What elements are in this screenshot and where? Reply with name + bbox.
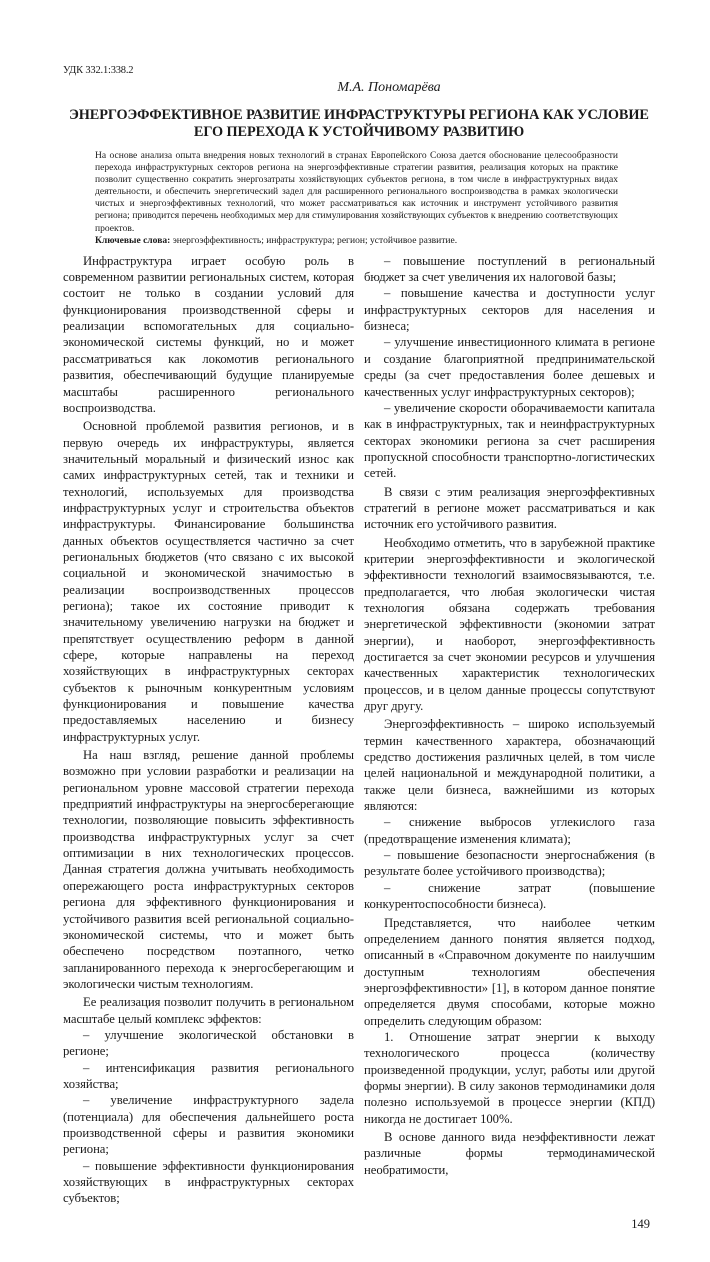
paragraph: В основе данного вида неэффективности лежат различные формы термодинамической необратимости,: [364, 1129, 655, 1177]
right-column: [364, 253, 655, 1207]
list-item: – снижение выбросов углекислого газа (предотвращение изменения климата);: [364, 815, 655, 846]
list-item: – увеличение скорости оборачиваемости капитала как в инфраструктурных, так и неинфраструктурных секторах экономики региона за счет расширения пропускной способности транспортно-логистических сетей.: [364, 400, 655, 481]
page-number: 149: [631, 1216, 650, 1231]
abstract: [95, 150, 618, 247]
udk-code: УДК 332.1:338.2: [63, 65, 134, 76]
paragraph: Ее реализация позволит получить в региональном масштабе целый комплекс эффектов:: [63, 995, 354, 1026]
author-name: М.А. Пономарёва: [337, 80, 441, 95]
list-item: – снижение затрат (повышение конкурентоспособности бизнеса).: [364, 880, 655, 912]
keywords-label: Ключевые слова:: [95, 234, 171, 246]
list-item: – повышение качества и доступности услуг инфраструктурных секторов для населения и бизнеса;: [364, 286, 655, 334]
title-line-2: ЕГО ПЕРЕХОДА К УСТОЙЧИВОМУ РАЗВИТИЮ: [193, 124, 525, 140]
keywords-list: энергоэффективность; инфраструктура; регион; устойчивое развитие.: [172, 234, 458, 246]
paragraph: Необходимо отметить, что в зарубежной практике критерии энергоэффективности и экологической эффективности технологий взаимосвязываются, т.е. предполагается, что любая экологически чистая технология обязана содержать требования энергетической эффективности (экономии затрат энергии), и наоборот, энергоэффективность достигается за счет экономии ресурсов и улучшения качественных характеристик технологических процессов, и в целом данные процессы сопутствуют друг другу.: [364, 535, 655, 714]
list-item: – улучшение инвестиционного климата в регионе и создание благоприятной предпринимательской среды (за счет предоставления более дешевых и качественных услуг инфраструктурных секторов);: [364, 335, 655, 399]
list-item: – повышение эффективности функционирования хозяйствующих в инфраструктурных секторах субъектов;: [63, 1158, 354, 1206]
paragraph: Инфраструктура играет особую роль в современном развитии региональных систем, которая состоит не только в создании условий для функционирования производственной сферы и реализации вспомогательных для социально-экономической системы функций, но и может рассматриваться как локомотив регионального развития, обеспечивающий будущие планируемые масштабы расширенного регионального воспроизводства.: [63, 253, 354, 415]
abstract-text: На основе анализа опыта внедрения новых технологий в странах Европейского Союза дается обоснование целесообразности перехода инфраструктурных секторов региона на энергоэффективные стратегии развития, реализация которых на практике позволит существенно сократить энергозатраты хозяйствующих субъектов региона, в том числе в инфраструктурных видах деятельности, и обеспечить энергетический задел для расширенного регионального воспроизводства в рамках экологически чистых и энергоэффективных технологий, что может рассматриваться как источник и инструмент устойчивого развития региона; приводится перечень необходимых мер для стимулирования хозяйствующих субъектов к внедрению соответствующих проектов.: [95, 150, 618, 234]
list-item: – интенсификация развития регионального хозяйства;: [63, 1060, 354, 1091]
body-columns: [63, 253, 655, 1207]
keywords: [95, 235, 618, 247]
numbered-item: 1. Отношение затрат энергии к выходу технологического процесса (количеству произведенной продукции, услуг, работы или другой формы энергии). В силу законов термодинамики доля полезно используемой в процессе энергии (КПД) никогда не достигает 100%.: [364, 1029, 655, 1126]
paragraph: Представляется, что наиболее четким определением данного понятия является подход, описанный в «Справочном документе по наилучшим доступным технологиям обеспечения энергоэффективности» [1], в котором данное понятие определяется двумя способами, которые можно определить следующим образом:: [364, 915, 655, 1028]
list-item: – увеличение инфраструктурного задела (потенциала) для обеспечения дальнейшего роста производственной сферы и развития экономики региона;: [63, 1093, 354, 1157]
article-title: [63, 107, 655, 141]
paragraph: На наш взгляд, решение данной проблемы возможно при условии разработки и реализации на региональном уровне массовой стратегии перехода предприятий инфраструктуры на энергосберегающие технологии, позволяющие повысить эффективность производства инфраструктурных услуг за счет оптимизации в них технологических процессов. Данная стратегия должна учитывать необходимость опережающего роста инфраструктурных секторов региона для эффективного функционирования и устойчивого развития всей региональной социально-экономической системы, что и может быть обеспечено посредством поэтапного, четко запланированного перехода к энергосберегающим и экологически чистым технологиям.: [63, 748, 354, 991]
paragraph: Основной проблемой развития регионов, и в первую очередь их инфраструктуры, является значительный моральный и физический износ как самих инфраструктурных сетей, так и техники и технологий, используемых для производства инфраструктурных услуг и строительства объектов инфраструктуры. Финансирование большинства данных объектов осуществляется частично за счет региональных бюджетов (что связано с их высокой социальной и экономической значимостью в реализации воспроизводственных процессов региона); такое их состояние приводит к значительному увеличению нагрузки на бюджет и препятствует осуществлению реформ в данной сфере, которые направлены на переход хозяйствующих в инфраструктурных секторах субъектов к рыночным конкурентным условиям функционирования и повышение качества предоставляемых населению и бизнесу инфраструктурных услуг.: [63, 419, 354, 744]
list-item: – повышение поступлений в региональный бюджет за счет увеличения их налоговой базы;: [364, 253, 655, 285]
title-line-1: ЭНЕРГОЭФФЕКТИВНОЕ РАЗВИТИЕ ИНФРАСТРУКТУРЫ РЕГИОНА КАК УСЛОВИЕ: [69, 107, 649, 123]
left-column: [63, 253, 354, 1207]
list-item: – улучшение экологической обстановки в регионе;: [63, 1027, 354, 1059]
paragraph: Энергоэффективность – широко используемый термин качественного характера, обозначающий средство достижения различных целей, в том числе целей национальной и международной политики, а также цели бизнеса, важнейшими из которых являются:: [364, 717, 655, 814]
paragraph: В связи с этим реализация энергоэффективных стратегий в регионе может рассматриваться и как источник его устойчивого развития.: [364, 484, 655, 532]
list-item: – повышение безопасности энергоснабжения (в результате более устойчивого производства);: [364, 848, 655, 879]
